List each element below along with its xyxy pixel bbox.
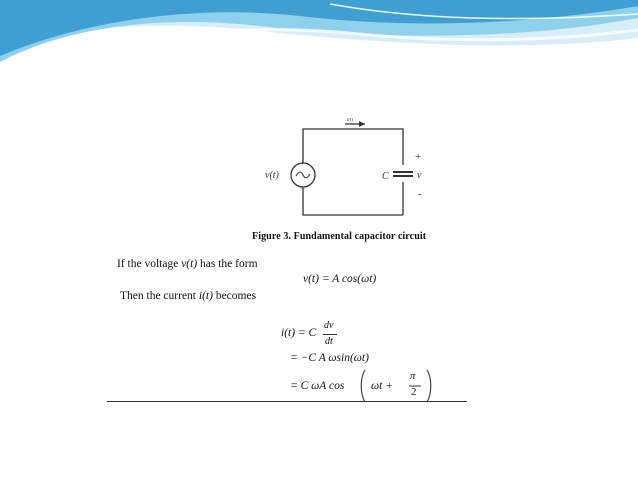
current-intro <box>120 290 256 302</box>
wire-top <box>303 129 403 165</box>
source-label: v(t) <box>265 170 279 181</box>
current-intro-var: i(t) <box>198 290 213 302</box>
content-image <box>107 118 467 402</box>
current-intro-text-b: becomes <box>212 290 257 302</box>
voltage-eq-lhs: v(t) = <box>303 273 333 285</box>
current-eq-line3-a: = C ωA cos <box>290 380 345 392</box>
current-eq-line3-b: ωt + <box>371 380 393 392</box>
current-eq-line2: = −C A ωsin(ωt) <box>290 352 369 364</box>
deriv-denominator: dt <box>325 336 333 347</box>
current-intro-text-a: Then the current <box>120 290 199 302</box>
voltage-intro-var: v(t) <box>181 258 198 270</box>
capacitor-circuit-diagram <box>107 118 467 228</box>
arrow-label: i(t) <box>347 118 354 123</box>
figure-caption: Figure 3. Fundamental capacitor circuit <box>252 231 427 242</box>
panel-bottom-rule <box>107 401 467 402</box>
voltage-eq-rhs: A cos(ωt) <box>332 273 377 285</box>
capacitor-label: C <box>382 171 389 182</box>
voltage-equation <box>303 273 376 285</box>
deriv-numerator: dv <box>324 320 334 331</box>
source-plus: + <box>300 158 306 168</box>
capacitor-icon <box>393 172 413 176</box>
wire-bottom <box>303 188 403 215</box>
source-minus: − <box>300 183 306 193</box>
denominator-two: 2 <box>411 386 417 398</box>
voltage-intro <box>117 258 258 270</box>
pi-symbol: π <box>410 370 416 382</box>
terminal-minus: - <box>418 188 422 200</box>
current-eq-lhs: i(t) = C <box>281 327 317 339</box>
voltage-intro-text-b: has the form <box>197 258 258 270</box>
fraction-bar <box>323 334 337 335</box>
voltage-intro-text-a: If the voltage <box>117 258 182 270</box>
terminal-v: v <box>417 170 422 181</box>
terminal-plus: + <box>415 151 422 163</box>
header-banner <box>0 0 638 80</box>
